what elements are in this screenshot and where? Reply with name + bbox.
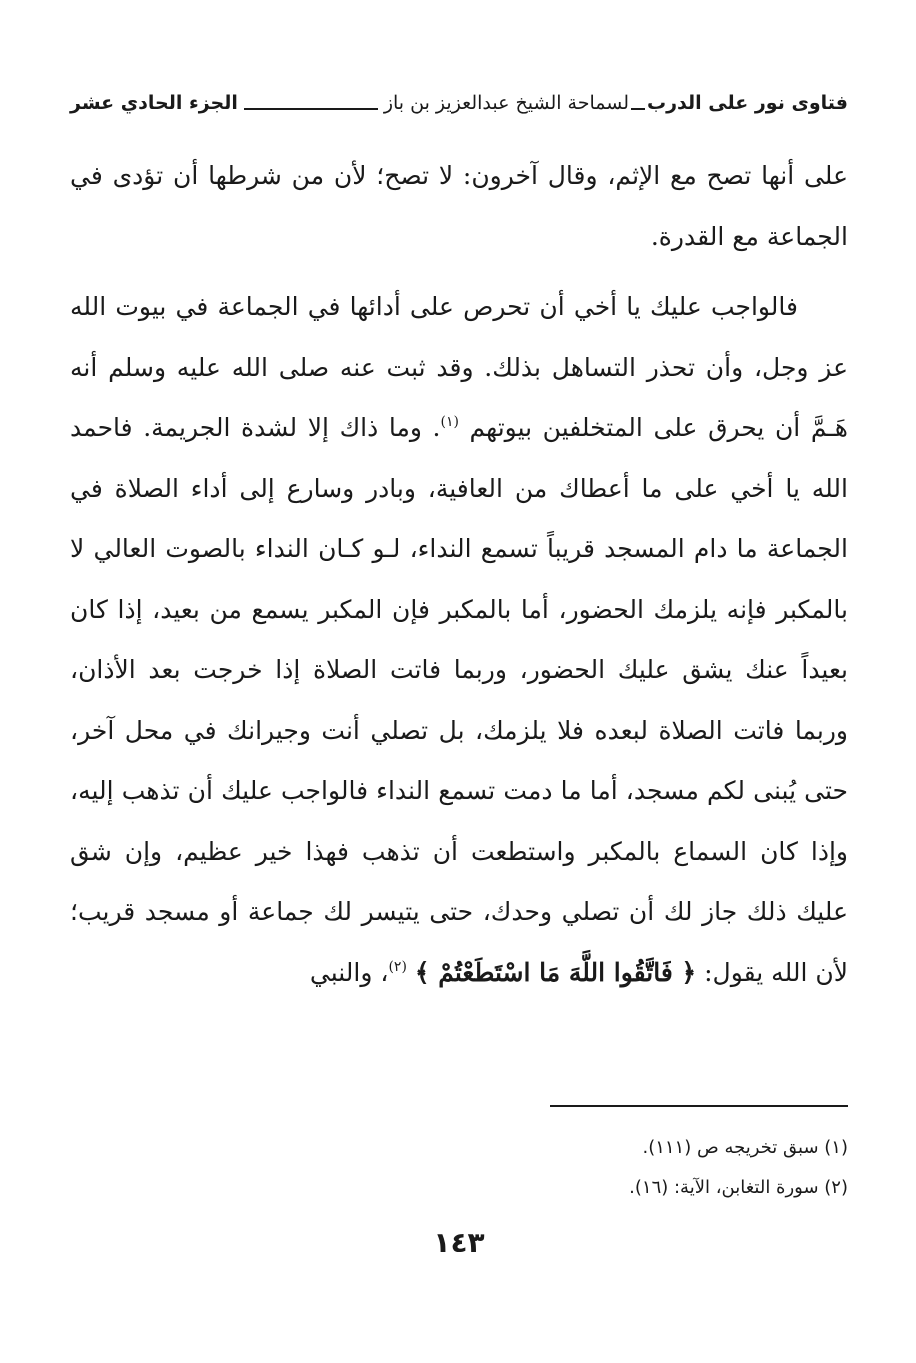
paragraph-2-part-1: فالواجب عليك يا أخي أن تحرص على أدائها في الجماعة في بيوت الله عز وجل، وأن تحذر التساهل بذلك. وقد ثبت عنه صلى الله عليه وسلم أنه هَـمَّ أن يحرق على المتخلفين بيوتهم [70,292,848,442]
header-dash [631,108,645,110]
paragraph-1: على أنها تصح مع الإثم، وقال آخرون: لا تصح؛ لأن من شرطها أن تؤدى في الجماعة مع القدرة. [70,161,848,251]
body-text [70,146,848,1003]
paragraph-2-part-3: ، والنبي [309,957,389,987]
footnote-ref-2: (٢) [388,958,407,975]
page [70,0,848,1363]
footnote-ref-1: (١) [440,414,459,430]
footnote-1: (١) سبق تخريجه ص (١١١). [642,1137,848,1158]
page-number: ١٤٣ [433,1226,485,1259]
header-rule [244,108,378,110]
header-part: الجزء الحادي عشر [70,92,238,114]
footnote-2: (٢) سورة التغابن، الآية: (١٦). [629,1177,848,1198]
running-header [70,88,848,118]
paragraph-2 [70,277,848,1003]
paragraph-2-part-2: . وما ذاك إلا لشدة الجريمة. فاحمد الله يا أخي على ما أعطاك من العافية، وبادر وسارع إلى أداء الصلاة في الجماعة ما دام المسجد قريباً تسمع النداء، لـو كـان النداء بالصوت العالي لا بالمكبر فإنه يلزمك الحضور، أما بالمكبر فإن المكبر يسمع من بعيد، إذا كان بعيداً عنك يشق عليك الحضور، وربما فاتت الصلاة إذا خرجت بعد الأذان، وربما فاتت الصلاة لبعده فلا يلزمك، بل تصلي أنت وجيرانك في محل آخر، حتى يُبنى لكم مسجد، أما ما دمت تسمع النداء فالواجب عليك أن تذهب إليه، وإذا كان السماع بالمكبر واستطعت أن تذهب فهذا خير عظيم، وإن شق عليك ذلك جاز لك أن تصلي وحدك، حتى يتيسر لك جماعة أو مسجد قريب؛ لأن الله يقول: [70,413,848,987]
header-book-title: فتاوى نور على الدرب [647,92,848,114]
footnotes [70,1128,848,1208]
footnote-separator [550,1105,848,1107]
header-author: لسماحة الشيخ عبدالعزيز بن باز [383,92,629,114]
quran-verse: ﴿ فَاتَّقُوا اللَّهَ مَا اسْتَطَعْتُمْ ﴾ [414,957,697,987]
